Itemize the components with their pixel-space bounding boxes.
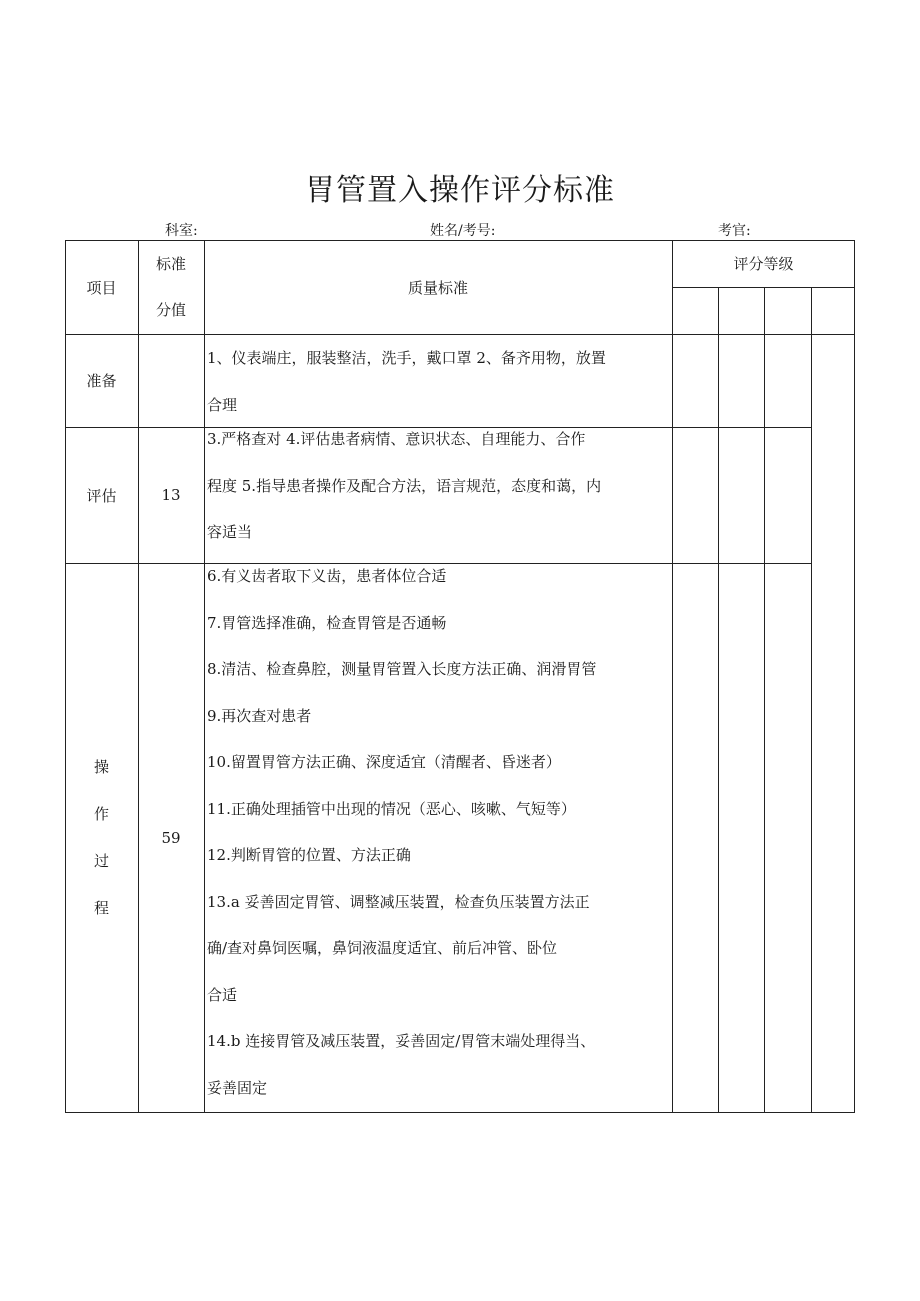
- quality-standard-text: [206, 335, 606, 428]
- standard-score-header-line1: 标准: [155, 255, 186, 273]
- grade-column-divider: [764, 287, 765, 1113]
- name-id-label: 姓名/考号:: [430, 223, 496, 239]
- item-header: [65, 240, 138, 334]
- standard-line: 程度 5.指导患者操作及配合方法，语言规范，态度和蔼，内: [207, 476, 602, 495]
- table-row-score: [138, 427, 204, 563]
- standard-line: 10.留置胃管方法正确、深度适宜（清醒者、昏迷者）: [207, 753, 561, 771]
- table-row-score: [138, 334, 204, 427]
- standard-line: 8.清洁、检查鼻腔，测量胃管置入长度方法正确、润滑胃管: [207, 660, 597, 678]
- table-row-item: [65, 334, 138, 427]
- column-divider: [672, 240, 673, 1113]
- standard-score-header: [138, 240, 204, 334]
- standard-line: 1、仪表端庄，服装整洁，洗手，戴口罩 2、备齐用物，放置: [207, 349, 606, 367]
- table-border-right: [854, 240, 855, 1113]
- standard-line: 13.a 妥善固定胃管、调整减压装置，检查负压装置方法正: [207, 892, 590, 911]
- row-score-value: 59: [161, 829, 181, 847]
- grade-header-label: 评分等级: [733, 255, 794, 273]
- standard-line: 9.再次查对患者: [207, 706, 312, 725]
- standard-line: 妥善固定: [207, 1078, 268, 1097]
- page-title: 胃管置入操作评分标准: [305, 173, 615, 208]
- row-score-value: 13: [161, 486, 181, 504]
- department-label: 科室:: [165, 223, 198, 239]
- standard-line: 11.正确处理插管中出现的情况（恶心、咳嗽、气短等）: [207, 799, 576, 818]
- grade-column-divider: [811, 287, 812, 1113]
- standard-line: 7.胃管选择准确，检查胃管是否通畅: [207, 613, 447, 632]
- grade-column-divider: [718, 287, 719, 1113]
- scoring-table: [65, 240, 855, 1113]
- row-item-char: 操: [93, 758, 109, 776]
- examiner-label: 考官:: [718, 223, 751, 239]
- row-item-char: 作: [93, 805, 109, 823]
- item-header-label: 项目: [86, 278, 117, 297]
- standard-line: 合适: [207, 985, 238, 1004]
- table-row-score: [138, 563, 204, 1113]
- column-divider: [204, 240, 205, 1113]
- quality-standard-header-label: 质量标准: [407, 278, 468, 297]
- standard-score-header-line2: 分值: [155, 301, 186, 319]
- standard-line: 容适当: [207, 523, 253, 541]
- standard-line: 6.有义齿者取下义齿，患者体位合适: [207, 567, 447, 585]
- standard-line: 14.b 连接胃管及减压装置，妥善固定/胃管末端处理得当、: [207, 1032, 596, 1050]
- table-row-item: [65, 427, 138, 563]
- standard-line: 确/查对鼻饲医嘱，鼻饲液温度适宜、前后冲管、卧位: [207, 939, 558, 957]
- row-item-label: 准备: [86, 372, 117, 390]
- standard-line: 3.严格查对 4.评估患者病情、意识状态、自理能力、合作: [207, 430, 586, 448]
- quality-standard-header: [204, 240, 672, 334]
- table-row-item: [65, 563, 138, 1113]
- row-item-label: 评估: [86, 486, 117, 505]
- standard-line: 12.判断胃管的位置、方法正确: [207, 846, 411, 864]
- quality-standard-text: [206, 416, 601, 556]
- row-item-char: 过: [93, 852, 109, 870]
- grade-header: [672, 240, 855, 287]
- quality-standard-text: [206, 553, 596, 1111]
- standard-line: 合理: [207, 395, 238, 414]
- row-item-char: 程: [93, 899, 109, 917]
